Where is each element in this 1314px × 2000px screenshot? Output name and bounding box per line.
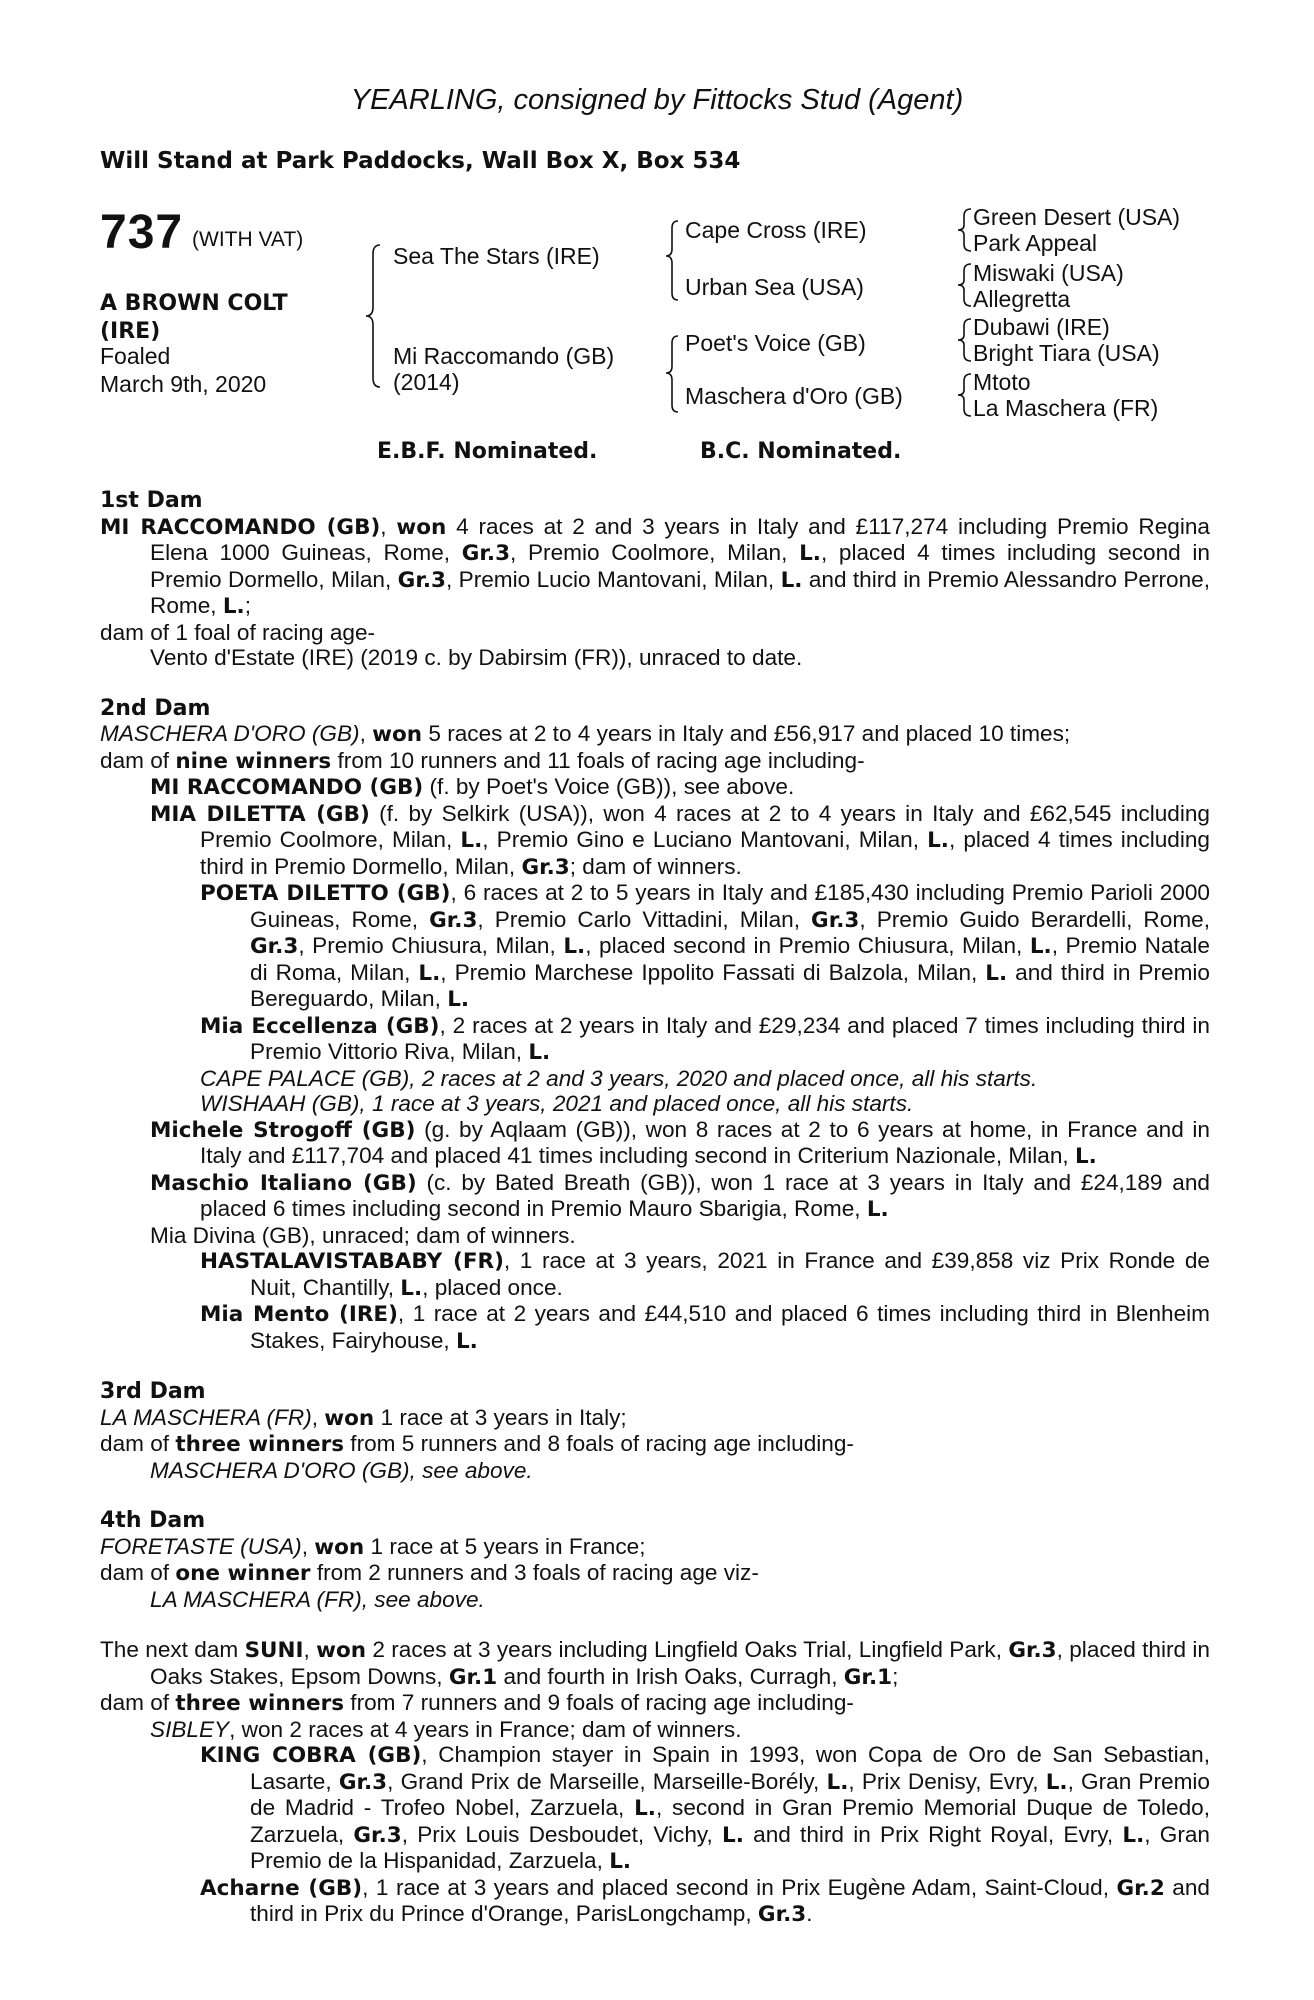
text-run: three winners [175, 1691, 345, 1716]
text-run: , see above. [409, 1457, 533, 1483]
text-run: Mia Eccellenza (GB) [200, 1013, 440, 1039]
text-run: FORETASTE (USA) [100, 1533, 302, 1559]
text-run: Mia Mento (IRE) [200, 1302, 398, 1327]
text-run: , placed once. [422, 1274, 563, 1300]
text-run: , Prix Louis Desboudet, Vichy, [401, 1821, 723, 1847]
text-run: (f. by Poet's Voice (GB)), see above. [423, 774, 795, 799]
text-run: , Premio Guido Berardelli, Rome, [859, 906, 1210, 932]
text-run: Gr.1 [843, 1664, 893, 1690]
text-run: L. [528, 1040, 551, 1065]
gg-dam-3: Bright Tiara (USA) [973, 340, 1160, 366]
produce-entry [200, 1091, 1210, 1117]
text-run: POETA DILETTO (GB) [200, 881, 451, 906]
text-run: , [303, 1637, 317, 1662]
text-run: LA MASCHERA (FR) [150, 1586, 362, 1612]
third-dam-produce-intro [100, 1431, 1210, 1458]
text-run: , Premio Carlo Vittadini, Milan, [477, 906, 812, 932]
foaled-label: Foaled [100, 343, 171, 369]
text-run: (c. by Bated Breath (GB)), won 1 race at 3 years in Italy and £24,189 and placed 6 times including second in Premio Mauro Sbarigia, Rome, [200, 1169, 1210, 1221]
text-run: L. [1074, 1144, 1097, 1169]
text-run: , placed 4 times including second in Premio Dormello, Milan, [150, 540, 1210, 592]
text-run: , Champion stayer in Spain in 1993, won Copa de Oro de San Sebastian, Lasarte, [250, 1742, 1210, 1794]
text-run: , placed 4 times including third in Premio Dormello, Milan, [200, 827, 1210, 879]
lot-number: 737 [100, 206, 184, 259]
text-run: 2 races at 3 years including Lingfield Oaks Trial, Lingfield Park, [366, 1637, 1009, 1662]
third-dam-record [100, 1405, 1210, 1432]
text-run: , [380, 513, 397, 539]
produce-entry [200, 1875, 1210, 1928]
text-run: LA MASCHERA (FR) [100, 1404, 312, 1430]
text-run: L. [222, 594, 245, 619]
text-run: , [359, 721, 373, 746]
text-run: won [372, 722, 423, 747]
text-run: dam of [100, 747, 176, 773]
text-run: , Premio Lucio Mantovani, Milan, [445, 566, 781, 592]
text-run: Vento d'Estate (IRE) (2019 c. by Dabirsim (FR)), unraced to date. [150, 645, 803, 670]
lot-description-line2: (IRE) [100, 319, 161, 344]
produce-entry [200, 1248, 1210, 1301]
text-run: , [301, 1533, 315, 1559]
dam-name: Mi Raccomando (GB) [393, 343, 615, 369]
text-run: Mia Divina (GB), unraced; dam of winners. [150, 1222, 576, 1248]
text-run: ; dam of winners. [569, 853, 742, 879]
text-run: Gr.3 [521, 854, 570, 880]
fourth-dam-record [100, 1534, 1210, 1561]
text-run: L. [447, 987, 470, 1012]
text-run: Gr.3 [250, 934, 299, 959]
text-run: Maschio Italiano (GB) [150, 1170, 417, 1196]
text-run: MASCHERA D'ORO (GB) [150, 1457, 410, 1483]
text-run: The next dam [100, 1637, 245, 1662]
next-dam-produce-intro [100, 1690, 1210, 1717]
text-run: ; [244, 593, 251, 618]
produce-entry [150, 774, 1210, 801]
text-run: Michele Strogoff (GB) [150, 1117, 416, 1143]
text-run: nine winners [175, 748, 332, 774]
text-run: Gr.3 [757, 1902, 807, 1927]
text-run: from 10 runners and 11 foals of racing age including- [331, 747, 865, 773]
bc-nomination: B.C. Nominated. [700, 439, 902, 464]
text-run: MI RACCOMANDO (GB) [150, 775, 424, 800]
text-run: and fourth in Irish Oaks, Curragh, [497, 1663, 844, 1689]
text-run: CAPE PALACE (GB) [200, 1065, 410, 1091]
text-run: SUNI [244, 1638, 304, 1663]
text-run: , 6 races at 2 to 5 years in Italy and £185,430 including Premio Parioli 2000 Guineas, Rome, [250, 880, 1210, 932]
text-run: , Premio Chiusura, Milan, [298, 933, 564, 958]
produce-entry [150, 1717, 1210, 1743]
text-run: MI RACCOMANDO (GB) [100, 514, 381, 540]
text-run: L. [927, 828, 949, 853]
produce-entry [200, 1742, 1210, 1875]
text-run: , 1 race at 3 years and placed second in Prix Eugène Adam, Saint-Cloud, [362, 1874, 1117, 1900]
text-run: L. [563, 934, 586, 959]
gg-sire-4: Mtoto [973, 369, 1031, 395]
text-run: from 7 runners and 9 foals of racing age including- [344, 1690, 854, 1715]
first-dam-foal [150, 645, 1210, 671]
text-run: L. [985, 960, 1008, 986]
produce-entry [150, 1223, 1210, 1249]
text-run: , Grand Prix de Marseille, Marseille-Borély, [387, 1768, 827, 1794]
foaled-date: March 9th, 2020 [100, 371, 267, 397]
text-run: L. [799, 541, 821, 566]
text-run: , second in Gran Premio Memorial Duque de Toledo, Zarzuela, [250, 1795, 1210, 1847]
produce-record [100, 488, 1210, 1928]
sire-dam-name: Urban Sea (USA) [685, 274, 864, 300]
text-run: won [316, 1638, 367, 1663]
text-run: KING COBRA (GB) [200, 1743, 422, 1768]
text-run: MASCHERA D'ORO (GB) [100, 721, 360, 746]
text-run: L. [1122, 1822, 1145, 1848]
text-run: L. [1045, 1769, 1068, 1795]
text-run: WISHAAH (GB) [200, 1091, 360, 1116]
dam-dam-name: Maschera d'Oro (GB) [685, 383, 903, 409]
text-run: . [806, 1901, 813, 1926]
text-run: won [396, 514, 447, 540]
text-run: , Premio Natale di Roma, Milan, [250, 933, 1210, 985]
produce-entry [150, 1170, 1210, 1223]
stand-location: Will Stand at Park Paddocks, Wall Box X, Box 534 [100, 148, 741, 174]
text-run: L. [826, 1769, 849, 1795]
sire-sire-name: Cape Cross (IRE) [685, 217, 867, 243]
text-run: Gr.3 [1008, 1638, 1057, 1663]
produce-entry [200, 1066, 1210, 1092]
text-run: Gr.1 [448, 1664, 498, 1690]
text-run: , see above. [361, 1586, 485, 1612]
text-run: 1 race at 3 years in Italy; [374, 1404, 627, 1430]
text-run: , Premio Gino e Luciano Mantovani, Milan, [482, 827, 928, 852]
produce-entry [200, 1013, 1210, 1066]
produce-entry [200, 1301, 1210, 1354]
text-run: L. [722, 1822, 744, 1848]
text-run: and third in Premio Alessandro Perrone, Rome, [150, 566, 1210, 618]
second-dam-record [100, 721, 1210, 748]
vat-label: (WITH VAT) [192, 228, 304, 251]
text-run: , Gran Premio de Madrid - Trofeo Nobel, Zarzuela, [250, 1768, 1210, 1820]
first-dam-heading: 1st Dam [100, 488, 203, 513]
text-run: Gr.2 [1116, 1875, 1165, 1901]
text-run: , 1 race at 3 years, 2021 in France and £39,858 viz Prix Ronde de Nuit, Chantilly, [250, 1248, 1210, 1300]
gg-dam-1: Park Appeal [973, 230, 1098, 256]
third-dam-heading: 3rd Dam [100, 1379, 206, 1404]
fourth-dam-produce-intro [100, 1560, 1210, 1587]
produce-entry [150, 1458, 1210, 1484]
text-run: , 1 race at 3 years, 2021 and placed once, all his starts. [359, 1091, 914, 1116]
text-run: 5 races at 2 to 4 years in Italy and £56,917 and placed 10 times; [422, 721, 1071, 746]
text-run: from 5 runners and 8 foals of racing age including- [344, 1431, 854, 1456]
produce-entry [150, 1117, 1210, 1170]
text-run: dam of [100, 1431, 176, 1456]
text-run: , Premio Coolmore, Milan, [510, 540, 800, 565]
text-run: , won 2 races at 4 years in France; dam of winners. [229, 1716, 742, 1742]
gg-sire-3: Dubawi (IRE) [973, 314, 1110, 340]
text-run: dam of [100, 1690, 176, 1715]
text-run: L. [634, 1796, 656, 1821]
text-run: one winner [175, 1561, 311, 1586]
text-run: and third in Prix Right Royal, Evry, [743, 1821, 1123, 1847]
text-run: HASTALAVISTABABY (FR) [200, 1249, 504, 1274]
text-run: , Gran Premio de la Hispanidad, Zarzuela, [250, 1821, 1210, 1873]
first-dam-record [100, 514, 1210, 620]
ebf-nomination: E.B.F. Nominated. [377, 439, 598, 464]
sire-name: Sea The Stars (IRE) [393, 243, 600, 269]
text-run: L. [1029, 934, 1052, 959]
next-dam-record [100, 1637, 1210, 1690]
produce-entry [150, 1587, 1210, 1613]
text-run: , [311, 1404, 325, 1430]
text-run: , 2 races at 2 years in Italy and £29,234 and placed 7 times including third in Premio Vittorio Riva, Milan, [250, 1012, 1210, 1064]
gg-sire-2: Miswaki (USA) [973, 260, 1124, 286]
produce-entry [200, 880, 1210, 1013]
dam-year: (2014) [393, 369, 460, 395]
text-run: L. [866, 1197, 889, 1222]
text-run: won [314, 1534, 365, 1560]
text-run: Gr.3 [397, 567, 446, 593]
text-run: dam of [100, 1560, 176, 1585]
text-run: 4 races at 2 and 3 years in Italy and £117,274 including Premio Regina Elena 1000 Guineas, Rome, [150, 513, 1210, 565]
text-run: L. [609, 1849, 632, 1874]
second-dam-heading: 2nd Dam [100, 695, 211, 721]
text-run: (g. by Aqlaam (GB)), won 8 races at 2 to 6 years at home, in France and in Italy and £117,704 and placed 41 times including second in Criterium Nazionale, Milan, [200, 1116, 1210, 1168]
text-run: three winners [175, 1432, 345, 1457]
text-run: , placed third in Oaks Stakes, Epsom Downs, [150, 1637, 1210, 1689]
text-run: Gr.3 [353, 1822, 402, 1848]
text-run: and third in Prix du Prince d'Orange, ParisLongchamp, [250, 1874, 1210, 1926]
text-run: ; [892, 1663, 899, 1689]
text-run: won [324, 1405, 375, 1431]
text-run: , 2 races at 2 and 3 years, 2020 and placed once, all his starts. [409, 1065, 1038, 1091]
text-run: L. [418, 960, 441, 986]
gg-dam-4: La Maschera (FR) [973, 395, 1159, 421]
text-run: Gr.3 [429, 907, 478, 933]
text-run: L. [780, 567, 803, 593]
text-run: L. [455, 1328, 478, 1354]
text-run: Gr.3 [338, 1769, 388, 1795]
produce-entry [150, 801, 1210, 881]
fourth-dam-heading: 4th Dam [100, 1508, 206, 1533]
text-run: , Premio Marchese Ippolito Fassati di Balzola, Milan, [440, 959, 986, 985]
text-run: L. [400, 1275, 423, 1301]
text-run: Acharne (GB) [200, 1875, 363, 1901]
first-dam-produce-intro [100, 620, 1210, 646]
text-run: 1 race at 5 years in France; [364, 1533, 646, 1559]
consignment-line: YEARLING, consigned by Fittocks Stud (Agent) [350, 84, 964, 116]
text-run: MIA DILETTA (GB) [150, 801, 370, 827]
text-run: Gr.3 [461, 541, 511, 566]
lot-description-line1: A BROWN COLT [100, 291, 288, 316]
text-run: SIBLEY [150, 1716, 230, 1742]
text-run: and third in Premio Bereguardo, Milan, [250, 959, 1210, 1011]
gg-dam-2: Allegretta [973, 286, 1071, 312]
dam-sire-name: Poet's Voice (GB) [685, 330, 866, 356]
text-run: , Prix Denisy, Evry, [848, 1768, 1046, 1794]
text-run: from 2 runners and 3 foals of racing age viz- [310, 1560, 759, 1585]
second-dam-produce-intro [100, 748, 1210, 775]
gg-sire-1: Green Desert (USA) [973, 204, 1181, 230]
text-run: (f. by Selkirk (USA)), won 4 races at 2 to 4 years in Italy and £62,545 including Premio Coolmore, Milan, [200, 800, 1210, 852]
text-run: , placed second in Premio Chiusura, Milan, [585, 933, 1030, 958]
text-run: dam of 1 foal of racing age- [100, 619, 376, 645]
text-run: L. [460, 828, 483, 853]
text-run: Gr.3 [811, 907, 860, 933]
text-run: , 1 race at 2 years and £44,510 and placed 6 times including third in Blenheim Stakes, Fairyhouse, [250, 1301, 1210, 1353]
